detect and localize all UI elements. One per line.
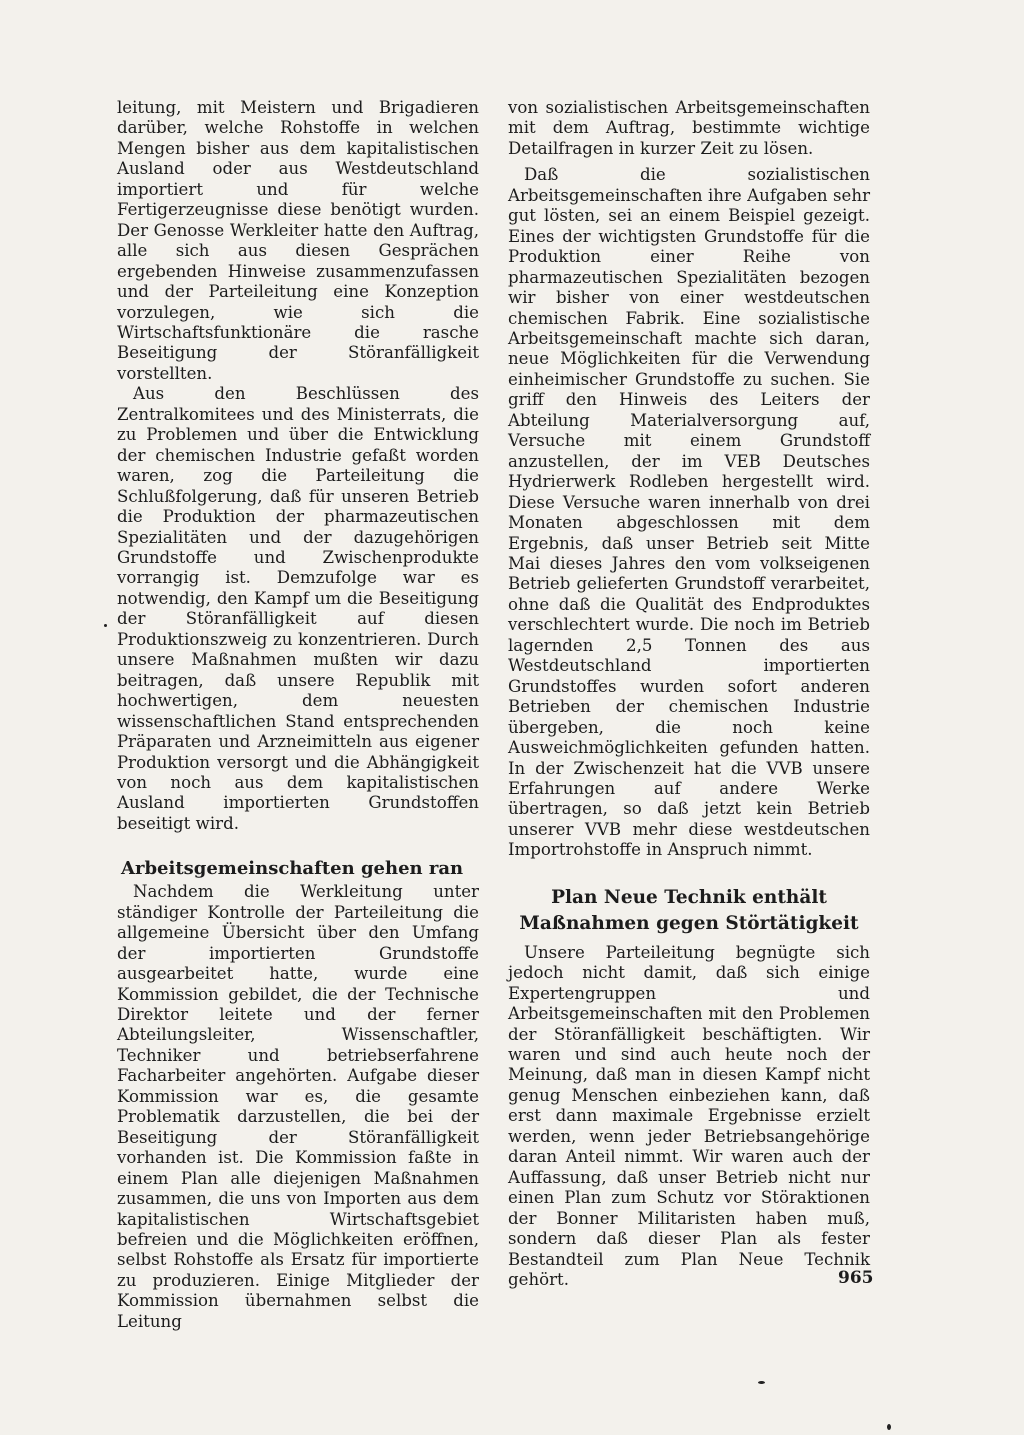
- right-section-paragraph: Unsere Parteileitung begnügte sich jedoch nicht damit, daß sich einige Expertengruppen und Arbeitsgemeinschaften mit den Problemen der Störanfälligkeit beschäftigten. Wir waren und sind auch heute noch der Meinung, daß man in diesen Kampf nicht genug Menschen einbeziehen kann, daß erst dann maximale Ergebnisse erzielt werden, wenn jeder Betriebsangehörige daran Anteil nimmt. Wir waren auch der Auffassung, daß unser Betrieb nicht nur einen Plan zum Schutz vor Störaktionen der Bonner Militaristen haben muß, sondern daß dieser Plan als fester Bestandteil zum Plan Neue Technik gehört.: [508, 942, 870, 1290]
- left-section-paragraph: Nachdem die Werkleitung unter ständiger Kontrolle der Parteileitung die allgemeine Übersicht über den Umfang der importierten Grundstoffe ausgearbeitet hatte, wurde eine Kommission gebildet, die der Technische Direktor leitete und der ferner Abteilungsleiter, Wissenschaftler, Techniker und betriebserfahrene Facharbeiter angehörten. Aufgabe dieser Kommission war es, die gesamte Problematik darzustellen, die bei der Beseitigung der Störanfälligkeit vorhanden ist. Die Kommission faßte in einem Plan alle diejenigen Maßnahmen zusammen, die uns von Importen aus dem kapitalistischen Wirtschaftsgebiet befreien und die Möglichkeiten eröffnen, selbst Rohstoffe als Ersatz für importierte zu produzieren. Einige Mitglieder der Kommission übernahmen selbst die Leitung: [117, 882, 479, 1331]
- scan-speck: [104, 624, 107, 627]
- right-paragraph-2: Daß die sozialistischen Arbeitsgemeinschaften ihre Aufgaben sehr gut lösten, sei an einem Beispiel gezeigt. Eines der wichtigsten Grundstoffe für die Produktion einer Reihe von pharmazeutischen Spezialitäten bezogen wir bisher von einer westdeutschen chemischen Fabrik. Eine sozialistische Arbeitsgemeinschaft machte sich daran, neue Möglichkeiten für die Verwendung einheimischer Grundstoffe zu suchen. Sie griff den Hinweis des Leiters der Abteilung Materialversorgung auf, Versuche mit einem Grundstoff anzustellen, der im VEB Deutsches Hydrierwerk Rodleben hergestellt wird. Diese Versuche waren innerhalb von drei Monaten abgeschlossen mit dem Ergebnis, daß unser Betrieb seit Mitte Mai dieses Jahres den vom volkseigenen Betrieb gelieferten Grundstoff verarbeitet, ohne daß die Qualität des Endproduktes verschlechtert wurde. Die noch im Betrieb lagernden 2,5 Tonnen des aus Westdeutschland importierten Grundstoffes wurden sofort anderen Betrieben der chemischen Industrie übergeben, die noch keine Ausweichmöglichkeiten gefunden hatten. In der Zwischenzeit hat die VVB unsere Erfahrungen auf andere Werke übertragen, so daß jetzt kein Betrieb unserer VVB mehr diese westdeutschen Importrohstoffe in Anspruch nimmt.: [508, 165, 870, 860]
- section-heading-plan-neue-technik: [508, 885, 870, 937]
- section-heading-line-1: Plan Neue Technik enthält: [551, 886, 827, 908]
- left-paragraph-2: Aus den Beschlüssen des Zentralkomitees und des Ministerrats, die zu Problemen und über die Entwicklung der chemischen Industrie gefaßt worden waren, zog die Parteileitung die Schlußfolgerung, daß für unseren Betrieb die Produktion der pharmazeutischen Spezialitäten und der dazugehörigen Grundstoffe und Zwischenprodukte vorrangig ist. Demzufolge war es notwendig, den Kampf um die Beseitigung der Störanfälligkeit auf diesen Produktionszweig zu konzentrieren. Durch unsere Maßnahmen mußten wir dazu beitragen, daß unsere Republik mit hochwertigen, dem neuesten wissenschaftlichen Stand entsprechenden Präparaten und Arzneimitteln aus eigener Produktion versorgt und die Abhängigkeit von noch aus dem kapitalistischen Ausland importierten Grundstoffen beseitigt wird.: [117, 384, 479, 833]
- section-heading-arbeitsgemeinschaften: Arbeitsgemeinschaften gehen ran: [121, 858, 464, 880]
- right-paragraph-1: von sozialistischen Arbeitsgemeinschaften mit dem Auftrag, bestimmte wichtige Detailfragen in kurzer Zeit zu lösen.: [508, 98, 870, 158]
- scan-speck: [887, 1424, 891, 1430]
- page-number: 965: [838, 1268, 874, 1288]
- right-column: [508, 98, 870, 1290]
- section-heading-line-2: Maßnahmen gegen Störtätigkeit: [519, 912, 859, 934]
- left-paragraph-1: leitung, mit Meistern und Brigadieren darüber, welche Rohstoffe in welchen Mengen bisher aus dem kapitalistischen Ausland oder aus Westdeutschland importiert und für welche Fertigerzeugnisse diese benötigt wurden. Der Genosse Werkleiter hatte den Auftrag, alle sich aus diesen Gesprächen ergebenden Hinweise zusammenzufassen und der Parteileitung eine Konzeption vorzulegen, wie sich die Wirtschaftsfunktionäre die rasche Beseitigung der Störanfälligkeit vorstellten.: [117, 98, 479, 383]
- left-column: [117, 98, 479, 1332]
- scan-speck: [758, 1381, 765, 1384]
